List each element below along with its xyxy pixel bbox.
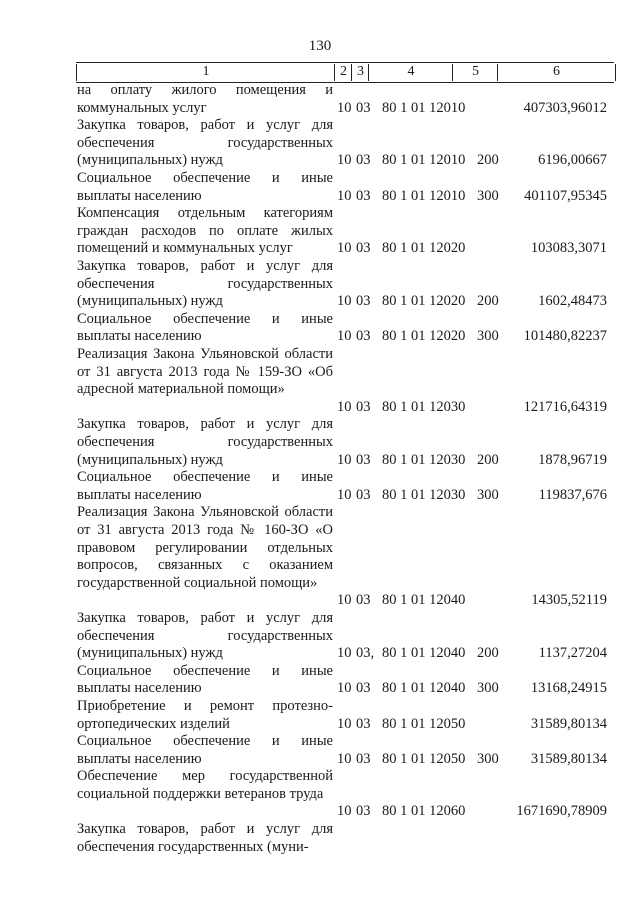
target-article-code: 80 1 01 12060: [382, 803, 466, 820]
expense-item-name: Закупка товаров, работ и услуг для обеспечения государственных (муниципальных) нужд: [77, 609, 333, 662]
section-code: 10: [337, 750, 352, 767]
amount-value: 1137,27204: [538, 645, 607, 662]
amount-value: 1878,96719: [538, 451, 607, 468]
table-row: [77, 733, 617, 768]
table-row: [77, 469, 617, 504]
table-row: [77, 205, 617, 258]
expense-item-name: Социальное обеспечение и иные выплаты населению: [77, 733, 333, 767]
table-row: [77, 768, 617, 821]
subsection-code: 03: [356, 715, 371, 732]
target-article-code: 80 1 01 12020: [382, 240, 466, 257]
expense-item-name: Реализация Закона Ульяновской области от 31 августа 2013 года № 159-ЗО «Об адресной материальной помощи»: [77, 345, 333, 398]
subsection-code: 03,: [356, 645, 375, 662]
expense-item-name: Реализация Закона Ульяновской области от 31 августа 2013 года № 160-ЗО «О правовом регулировании отдельных вопросов, связанных с оказанием государственной социальной помощи»: [77, 504, 333, 591]
subsection-code: 03: [356, 750, 371, 767]
amount-value: 31589,80134: [530, 750, 607, 767]
expense-item-name: Закупка товаров, работ и услуг для обеспечения государственных (муниципальных) нужд: [77, 416, 333, 468]
table-row: [77, 504, 617, 610]
target-article-code: 80 1 01 12030: [382, 398, 466, 415]
section-code: 10: [337, 328, 352, 345]
table-header: [76, 62, 614, 83]
table-row: [77, 346, 617, 416]
expense-item-name: на оплату жилого помещения и коммунальных услуг: [77, 82, 333, 116]
table-row: [77, 117, 617, 170]
table-row: [77, 258, 617, 311]
expense-type-code: 300: [477, 187, 499, 204]
target-article-code: 80 1 01 12030: [382, 451, 466, 468]
section-code: 10: [337, 592, 352, 609]
table-row: [77, 170, 617, 205]
table-row: [77, 82, 617, 117]
expense-item-name: Закупка товаров, работ и услуг для обеспечения государственных (муниципальных) нужд: [77, 257, 333, 310]
target-article-code: 80 1 01 12020: [382, 293, 466, 310]
target-article-code: 80 1 01 12040: [382, 592, 466, 609]
amount-value: 31589,80134: [530, 715, 607, 732]
section-code: 10: [337, 486, 352, 503]
section-code: 10: [337, 398, 352, 415]
subsection-code: 03: [356, 187, 371, 204]
section-code: 10: [337, 645, 352, 662]
header-col-4: 4: [368, 64, 453, 81]
section-code: 10: [337, 451, 352, 468]
subsection-code: 03: [356, 99, 371, 116]
amount-value: 401107,95345: [524, 187, 607, 204]
subsection-code: 03: [356, 680, 371, 697]
section-code: 10: [337, 99, 352, 116]
header-col-6: 6: [497, 64, 616, 81]
table-row: [77, 311, 617, 346]
subsection-code: 03: [356, 293, 371, 310]
expense-item-name: Обеспечение мер государственной социальной поддержки ветеранов труда: [77, 768, 333, 802]
expense-item-name: Социальное обеспечение и иные выплаты населению: [77, 469, 333, 503]
target-article-code: 80 1 01 12050: [382, 750, 466, 767]
amount-value: 101480,82237: [523, 328, 607, 345]
table-row: [77, 416, 617, 469]
table-row: [77, 698, 617, 733]
section-code: 10: [337, 715, 352, 732]
target-article-code: 80 1 01 12010: [382, 187, 466, 204]
header-col-2: 2: [334, 64, 352, 81]
target-article-code: 80 1 01 12020: [382, 328, 466, 345]
subsection-code: 03: [356, 803, 371, 820]
expense-type-code: 300: [477, 750, 499, 767]
section-code: 10: [337, 240, 352, 257]
section-code: 10: [337, 803, 352, 820]
target-article-code: 80 1 01 12030: [382, 486, 466, 503]
expense-type-code: 200: [477, 451, 499, 468]
budget-table-body: [77, 82, 617, 856]
section-code: 10: [337, 187, 352, 204]
expense-type-code: 200: [477, 152, 499, 169]
table-row: [77, 610, 617, 663]
expense-type-code: 300: [477, 680, 499, 697]
section-code: 10: [337, 293, 352, 310]
expense-item-name: Социальное обеспечение и иные выплаты населению: [77, 310, 333, 345]
subsection-code: 03: [356, 240, 371, 257]
subsection-code: 03: [356, 486, 371, 503]
target-article-code: 80 1 01 12040: [382, 645, 466, 662]
subsection-code: 03: [356, 451, 371, 468]
target-article-code: 80 1 01 12040: [382, 680, 466, 697]
amount-value: 13168,24915: [530, 680, 607, 697]
amount-value: 14305,52119: [531, 592, 607, 609]
target-article-code: 80 1 01 12010: [382, 152, 466, 169]
expense-type-code: 300: [477, 328, 499, 345]
table-row: [77, 663, 617, 698]
expense-item-name: Социальное обеспечение и иные выплаты населению: [77, 662, 333, 697]
section-code: 10: [337, 152, 352, 169]
amount-value: 6196,00667: [538, 152, 607, 169]
amount-value: 1602,48473: [538, 293, 607, 310]
header-col-5: 5: [452, 64, 498, 81]
amount-value: 103083,3071: [530, 240, 607, 257]
expense-item-name: Закупка товаров, работ и услуг для обеспечения государственных (муни-: [77, 821, 333, 855]
expense-item-name: Социальное обеспечение и иные выплаты населению: [77, 169, 333, 204]
subsection-code: 03: [356, 152, 371, 169]
amount-value: 121716,64319: [523, 398, 607, 415]
subsection-code: 03: [356, 328, 371, 345]
expense-type-code: 300: [477, 486, 499, 503]
section-code: 10: [337, 680, 352, 697]
expense-type-code: 200: [477, 645, 499, 662]
amount-value: 1671690,78909: [516, 803, 607, 820]
expense-type-code: 200: [477, 293, 499, 310]
table-row: [77, 821, 617, 856]
expense-item-name: Закупка товаров, работ и услуг для обеспечения государственных (муниципальных) нужд: [77, 117, 333, 169]
amount-value: 119837,676: [538, 486, 607, 503]
header-col-3: 3: [351, 64, 369, 81]
amount-value: 407303,96012: [523, 99, 607, 116]
header-col-1: 1: [76, 64, 335, 81]
expense-item-name: Компенсация отдельным категориям граждан расходов по оплате жилых помещений и коммунальных услуг: [77, 205, 333, 257]
target-article-code: 80 1 01 12010: [382, 99, 466, 116]
page-number: 130: [308, 38, 332, 54]
subsection-code: 03: [356, 592, 371, 609]
subsection-code: 03: [356, 398, 371, 415]
expense-item-name: Приобретение и ремонт протезно-ортопедических изделий: [77, 697, 333, 732]
target-article-code: 80 1 01 12050: [382, 715, 466, 732]
